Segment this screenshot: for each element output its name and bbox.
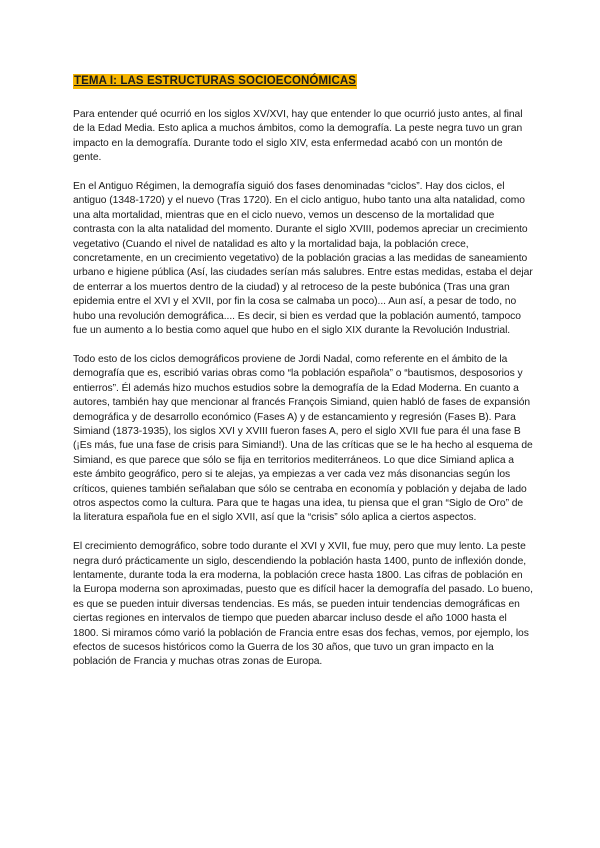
document-page	[73, 71, 533, 684]
document-title: TEMA I: LAS ESTRUCTURAS SOCIOECONÓMICAS	[74, 75, 357, 87]
paragraph-intro: Para entender qué ocurrió en los siglos XV/XVI, hay que entender lo que ocurrió justo antes, al final de la Edad Media. Esto aplica a muchos ámbitos, como la demografía. La peste negra tuvo un gran impacto en la demografía. Durante todo el siglo XIV, esta enfermedad acabó con un montón de gente.	[73, 109, 523, 164]
paragraph-ciclos: En el Antiguo Régimen, la demografía siguió dos fases denominadas “ciclos”. Hay dos ciclos, el antiguo (1348-1720) y el nuevo (Tras 1720). En el ciclo antiguo, hubo tanto una alta natalidad, como una alta mortalidad, mientras que en el ciclo nuevo, vemos un descenso de la mortalidad que contrasta con la alta natalidad del momento. Durante el siglo XVIII, podemos apreciar un crecimiento vegetativo (Cuando el nivel de natalidad es alto y la mortalidad baja, la población crece, concretamente, en un crecimiento vegetativo) de la población gracias a las medidas de saneamiento urbano e higiene pública (Así, las ciudades serían más salubres. Entre estas medidas, estaba el dejar de enterrar a los muertos dentro de la ciudad) y al retroceso de la peste bubónica (Tras una gran epidemia entre el XVI y el XVII, por fin la cosa se calmaba un poco)... Aun así, a pesar de todo, no hubo una revolución demográfica.... Es decir, si bien es verdad que la población aumentó, tampoco fue un aumento a lo bestia como aquel que hubo en el siglo XIX durante la Revolución Industrial.	[73, 181, 533, 337]
paragraph-autores: Todo esto de los ciclos demográficos proviene de Jordi Nadal, como referente en el ámbito de la demografía que es, escribió varias obras como “la población española” o “bautismos, desposorios y entierros”. Él además hizo muchos estudios sobre la demografía de la Edad Moderna. En cuanto a autores, también hay que mencionar al francés François Simiand, quien habló de fases de expansión demográfica y de desarrollo económico (Fases A) y de estancamiento y regresión (Fases B). Para Simiand (1873-1935), los siglos XVI y XVIII fueron fases A, pero el siglo XVII fue para él una fase B (¡Es más, fue una fase de crisis para Simiand!). Una de las críticas que se le ha hecho al esquema de Simiand, es que parece que sólo se fija en territorios mediterráneos. Lo que dice Simiand aplica a este ámbito geográfico, pero si te alejas, ya empiezas a ver cada vez más disonancias según los críticos, quienes también señalaban que sólo se centraba en economía y población y dejaba de lado otros aspectos como la cultura. Para que te hagas una idea, tu piensa que el gran “Siglo de Oro” de la literatura española fue en el siglo XVII, así que la “crisis” sólo aplica a ciertos aspectos.	[73, 353, 533, 524]
paragraph-crecimiento: El crecimiento demográfico, sobre todo durante el XVI y XVII, fue muy, pero que muy lento. La peste negra duró prácticamente un siglo, descendiendo la población hasta 1400, punto de inflexión donde, lentamente, durante toda la era moderna, la población crece hasta 1800. Las cifras de población en la Europa moderna son aproximadas, puesto que es difícil hacer la demografía del pasado. Lo bueno, es que se pueden intuir diversas tendencias. Es más, se pueden intuir tendencias demográficas en ciertas regiones en intervalos de tiempo que pueden abarcar incluso desde el año 1000 hasta el 1800. Si miramos cómo varió la población de Francia entre esas dos fechas, vemos, por ejemplo, los efectos de sucesos históricos como la Guerra de los 30 años, que tuvo un gran impacto en la población de Francia y muchas otras zonas de Europa.	[73, 541, 533, 668]
